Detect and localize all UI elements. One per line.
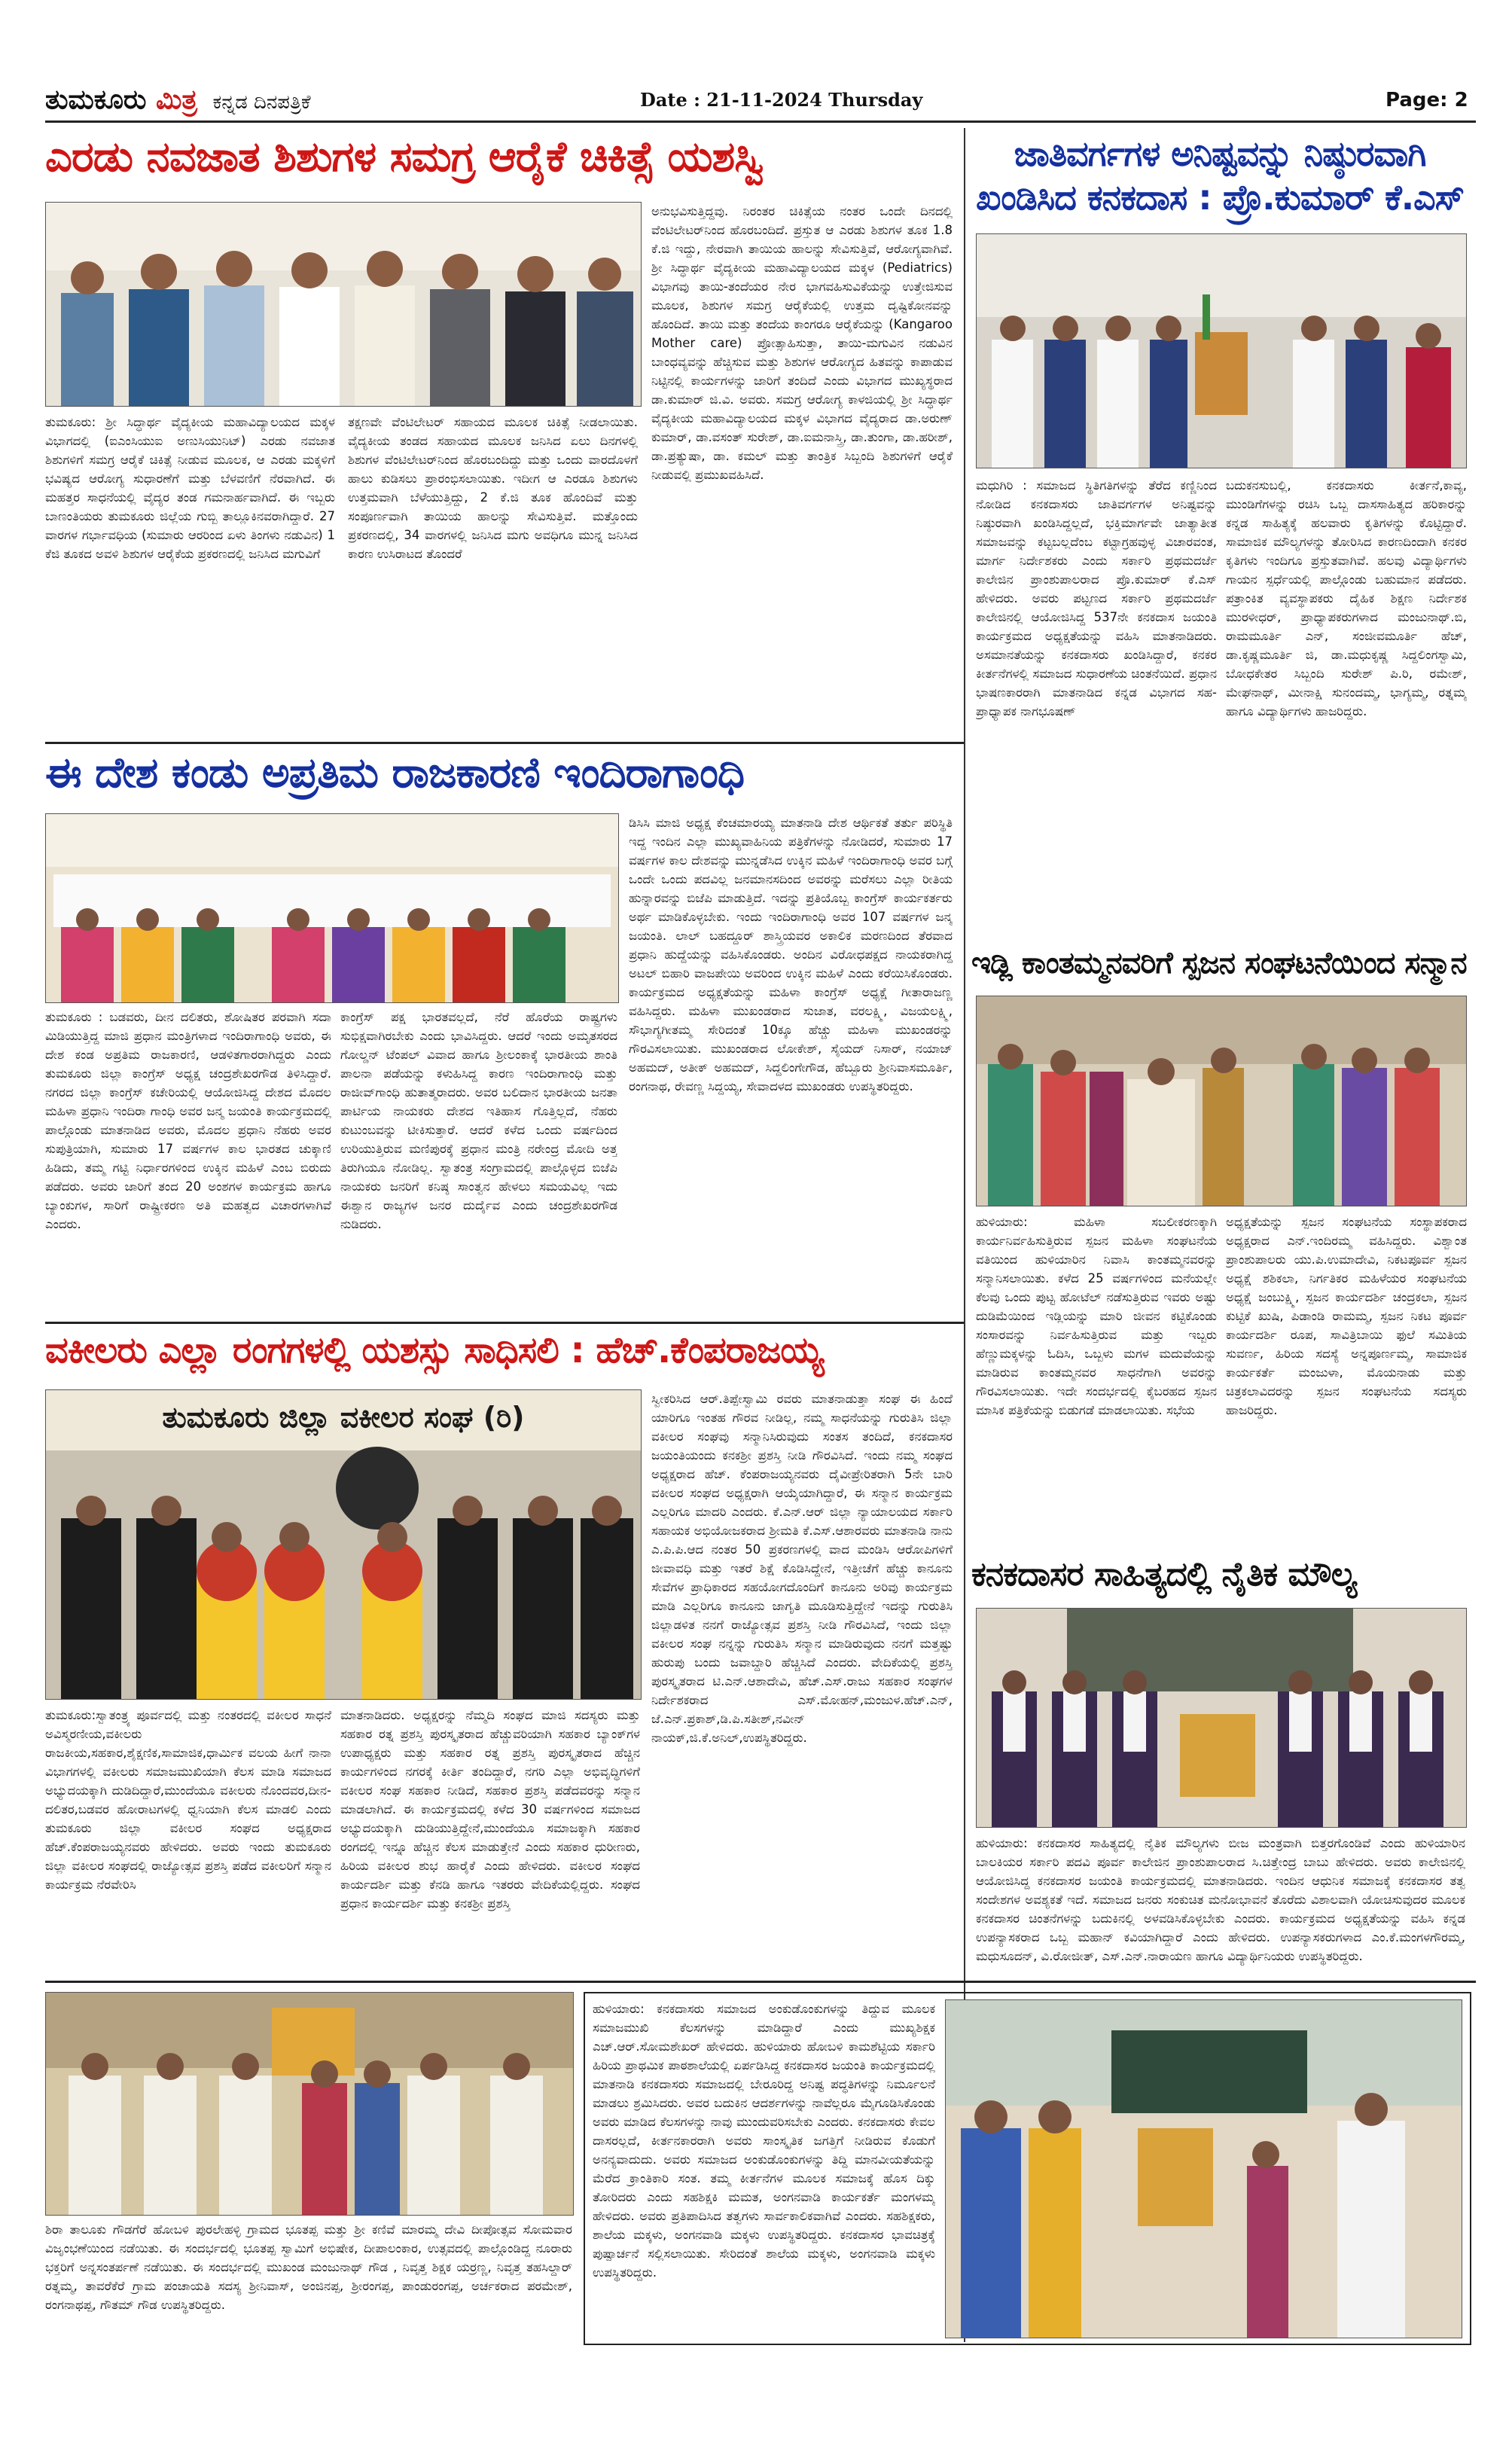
article-madhugiri-col2: ಬದುಕನಸುಬಲ್ಲಿ, ಕನಕದಾಸರು ಕೀರ್ತನೆ,ಕಾವ್ಯ, ಮುಂಡಿಗೆಗಳನ್ನು ರಚಿಸಿ ಒಬ್ಬ ದಾಸಸಾಹಿತ್ಯದ ಹರಿಕಾರನ್ನು ಕನ್ನಡ ಸಾಹಿತ್ಯಕ್ಕೆ ಹಲವಾರು ಕೃತಿಗಳನ್ನು ಕೊಟ್ಟಿದ್ದಾರೆ. ಸಾಮಾಜಿಕ ಮೌಲ್ಯಗಳನ್ನು ತೋರಿಸಿದ ಕಾರಣದಿಂದಾಗಿ ಕನಕರ ಕೃತಿಗಳು ಇಂದಿಗೂ ಪ್ರಸ್ತುತವಾಗಿವೆ. ಹಲವು ವಿದ್ಯಾರ್ಥಿಗಳು ಗಾಯನ ಸ್ಪರ್ಧೆಯಲ್ಲಿ ಪಾಲ್ಗೊಂಡು ಬಹುಮಾನ ಪಡೆದರು. ಪತ್ರಾಂಕಿತ ವ್ಯವಸ್ಥಾಪಕರು ದೈಹಿಕ ಶಿಕ್ಷಣ ನಿರ್ದೇಶಕ ಮುರಳೀಧರ್, ಪ್ರಾಧ್ಯಾಪಕರುಗಳಾದ ಮಂಜುನಾಥ್.ಬಿ, ರಾಮಮೂರ್ತಿ ಎನ್, ಸಂಜೀವಮೂರ್ತಿ ಹೆಚ್, ಡಾ.ಕೃಷ್ಣಮೂರ್ತಿ ಜಿ, ಡಾ.ಮಧುಕೃಷ್ಣ ಸಿದ್ದಲಿಂಗಸ್ವಾಮಿ, ಬೋಧಕೇತರ ಸಿಬ್ಬಂದಿ ಸುರೇಶ್ ಪಿ.ರಿ, ರಮೇಶ್, ಮೇಘನಾಥ್, ಮೀನಾಕ್ಷಿ ಸುನಂದಮ್ಮ, ಭಾಗ್ಯಮ್ಮ, ರತ್ನಮ್ಮ ಹಾಗೂ ವಿದ್ಯಾರ್ಥಿಗಳು ಹಾಜರಿದ್ದರು. <box>1226 478 1467 718</box>
article-neonatal-col3: ಅನುಭವಿಸುತ್ತಿದ್ದವು. ನಿರಂತರ ಚಿಕಿತ್ಸೆಯ ನಂತರ ಒಂದೇ ದಿನದಲ್ಲಿ ವೆಂಟಿಲೇಟರ್‌ನಿಂದ ಹೊರಬಂದಿದೆ. ಪ್ರಸ್ತುತ ಆ ಎರಡು ಶಿಶುಗಳ ತೂಕ 1.8 ಕೆ.ಜಿ ಇದ್ದು, ನೇರವಾಗಿ ತಾಯಿಯ ಹಾಲನ್ನು ಸೇವಿಸುತ್ತಿವೆ, ಆರೋಗ್ಯವಾಗಿವೆ. ಶ್ರೀ ಸಿದ್ಧಾರ್ಥ ವೈದ್ಯಕೀಯ ಮಹಾವಿದ್ಯಾಲಯದ ಮಕ್ಕಳ (Pediatrics) ವಿಭಾಗವು ತಾಯಿ-ತಂದೆಯರ ನೇರ ಭಾಗವಹಿಸುವಿಕೆಯನ್ನು ಉತ್ತೇಜಿಸುವ ಮೂಲಕ, ಶಿಶುಗಳ ಸಮಗ್ರ ಆರೈಕೆಯಲ್ಲಿ ಉತ್ತಮ ದೃಷ್ಟಿಕೋನವನ್ನು ಹೊಂದಿದೆ. ತಾಯಿ ಮತ್ತು ತಂದೆಯ ಕಾಂಗರೂ ಆರೈಕೆಯನ್ನು (Kangaroo Mother care) ಪ್ರೋತ್ಸಾಹಿಸುತ್ತಾ, ತಾಯಿ-ಮಗುವಿನ ನಡುವಿನ ಬಾಂಧವ್ಯವನ್ನು ಹೆಚ್ಚಿಸುವ ಮತ್ತು ಶಿಶುಗಳ ಆರೋಗ್ಯದ ಹಿತವನ್ನು ಕಾಪಾಡುವ ನಿಟ್ಟಿನಲ್ಲಿ ಕಾರ್ಯಗಳನ್ನು ಜಾರಿಗೆ ತಂದಿದೆ ಎಂದು ವಿಭಾಗದ ಮುಖ್ಯಸ್ಥರಾದ ಡಾ.ಕುಮಾರ್ ಜಿ.ವಿ. ಅವರು. ಸಮಗ್ರ ಆರೋಗ್ಯ ಕಾಳಜಿಯಲ್ಲಿ ಶ್ರೀ ಸಿದ್ಧಾರ್ಥ ವೈದ್ಯಕೀಯ ಮಹಾವಿದ್ಯಾಲಯದ ಮಕ್ಕಳ ವಿಭಾಗದ ವೈದ್ಯರಾದ ಡಾ.ಅರುಣ್ ಕುಮಾರ್, ಡಾ.ವಸಂತ್ ಸುರೇಶ್, ಡಾ.ಐಮನಾಸ್ತ್ರಿ, ಡಾ.ತುಂಗಾ, ಡಾ.ಹರೀಶ್, ಡಾ.ಪ್ರತ್ಯುಷಾ, ಡಾ. ಕಮಲ್ ಮತ್ತು ತಾಂತ್ರಿಕ ಸಿಬ್ಬಂದಿ ಶಿಶುಗಳಿಗೆ ಆರೈಕೆ ನೀಡುವಲ್ಲಿ ಪ್ರಮುಖವಹಿಸಿದೆ. <box>651 204 953 482</box>
article-neonatal-col1: ತುಮಕೂರು: ಶ್ರೀ ಸಿದ್ಧಾರ್ಥ ವೈದ್ಯಕೀಯ ಮಹಾವಿದ್ಯಾಲಯದ ಮಕ್ಕಳ ವಿಭಾಗದಲ್ಲಿ (ಐಎಂಸಿಯುಐ ಅಣುಸಿಯುನಿಟ್) ಎರಡು ನವಜಾತ ಶಿಶುಗಳಿಗೆ ಸಮಗ್ರ ಆರೈಕೆ ಚಿಕಿತ್ಸೆ ನೀಡುವ ಮೂಲಕ, ಆ ಎರಡು ಮಕ್ಕಳಿಗೆ ಭವಿಷ್ಯದ ಆರೋಗ್ಯ ಸುಧಾರಣೆಗೆ ಮತ್ತು ಬೆಳವಣಿಗೆ ನೆರವಾಗಿದೆ. ಈ ಮಹತ್ತರ ಸಾಧನೆಯಲ್ಲಿ ವೈದ್ಯರ ತಂಡ ಗಮನಾರ್ಹವಾಗಿದೆ. ಈ ಇಬ್ಬರು ಬಾಣಂತಿಯರು ತುಮಕೂರು ಜಿಲ್ಲೆಯ ಗುಬ್ಬಿ ತಾಲ್ಲೂಕಿನವರಾಗಿದ್ದಾರೆ. 27 ವಾರಗಳ ಗರ್ಭಾವಧಿಯ (ಸುಮಾರು ಆರರಿಂದ ಏಳು ತಿಂಗಳು ನಡುವಿನ) 1 ಕೆಜಿ ತೂಕದ ಅವಳಿ ಶಿಶುಗಳ ಆರೈಕೆಯ ಪ್ರಕರಣದಲ್ಲಿ ಜನಿಸಿದ ಮಗುವಿಗೆ <box>45 415 335 561</box>
header-divider <box>45 120 1476 123</box>
madhugiri-event-photo <box>976 233 1467 468</box>
idli-kanthamma-felicitation-photo <box>976 996 1467 1206</box>
advocates-association-photo <box>45 1389 642 1700</box>
section-divider <box>45 1981 1476 1983</box>
article-advocates-headline: ವಕೀಲರು ಎಲ್ಲಾ ರಂಗಗಳಲ್ಲಿ ಯಶಸ್ಸು ಸಾಧಿಸಲಿ : ಹೆಚ್.ಕೆಂಪರಾಜಯ್ಯ <box>45 1329 824 1371</box>
article-advocates-col3: ಸ್ವೀಕರಿಸಿದ ಆರ್.ತಿಪ್ಪೇಸ್ವಾಮಿ ರವರು ಮಾತನಾಡುತ್ತಾ ಸಂಘ ಈ ಹಿಂದೆ ಯಾರಿಗೂ ಇಂತಹ ಗೌರವ ನೀಡಿಲ್ಲ, ನಮ್ಮ ಸಾಧನೆಯನ್ನು ಗುರುತಿಸಿ ಜಿಲ್ಲಾ ವಕೀಲರ ಸಂಘವು ಸನ್ಮಾನಿಸಿರುವುದು ಸಂತಸ ತಂದಿದೆ, ಕನಕದಾಸರ ಜಯಂತಿಯಂದು ಕನಕಶ್ರೀ ಪ್ರಶಸ್ತಿ ನೀಡಿ ಗೌರವಿಸಿದೆ. ಇಂದು ನಮ್ಮ ಸಂಘದ ಅಧ್ಯಕ್ಷರಾದ ಹೆಚ್. ಕೆಂಪರಾಜಯ್ಯನವರು ದೈವೀಪ್ರೇರಿತರಾಗಿ 5ನೇ ಬಾರಿ ವಕೀಲರ ಸಂಘದ ಅಧ್ಯಕ್ಷರಾಗಿ ಆಯ್ಕೆಯಾಗಿದ್ದಾರೆ, ಈ ಸನ್ಮಾನ ಕಾರ್ಯಕ್ರಮ ಎಲ್ಲರಿಗೂ ಮಾದರಿ ಎಂದರು. ಕೆ.ಎನ್.ಆರ್ ಜಿಲ್ಲಾ ನ್ಯಾಯಾಲಯದ ಸರ್ಕಾರಿ ಸಹಾಯಕ ಅಭಿಯೋಜಕರಾದ ಶ್ರೀಮತಿ ಕೆ.ಎಸ್.ಆಶಾರವರು ಮಾತನಾಡಿ ನಾನು ಎ.ಪಿ.ಪಿ.ಆದ ನಂತರ 50 ಪ್ರಕರಣಗಳಲ್ಲಿ ವಾದ ಮಂಡಿಸಿ ಆರೋಪಿಗಳಿಗೆ ಜೀವಾವಧಿ ಮತ್ತು ಇತರೆ ಶಿಕ್ಷೆ ಕೊಡಿಸಿದ್ದೇನೆ, ಇತ್ತೀಚೆಗೆ ಹೆಚ್ಚು ಕಾನೂನು ಸೇವೆಗಳ ಪ್ರಾಧಿಕಾರದ ಸಹಯೋಗದೊಂದಿಗೆ ಕಾನೂನು ಅರಿವು ಕಾರ್ಯಕ್ರಮ ಮಾಡಿ ಎಲ್ಲರಿಗೂ ಕಾನೂನು ಜಾಗೃತಿ ಮೂಡಿಸುತ್ತಿದ್ದೇನೆ ಇದನ್ನು ಗುರುತಿಸಿ ಜಿಲ್ಲಾಡಳಿತ ನನಗೆ ರಾಜ್ಯೋತ್ಸವ ಪ್ರಶಸ್ತಿ ನೀಡಿ ಗೌರವಿಸಿದೆ, ಇಂದು ಜಿಲ್ಲಾ ವಕೀಲರ ಸಂಘ ನನ್ನನ್ನು ಗುರುತಿಸಿ ಸನ್ಮಾನ ಮಾಡಿರುವುದು ನನಗೆ ಮತ್ತಷ್ಟು ಹುರುಪು ಬಂದು ಜವಾಬ್ದಾರಿ ಹೆಚ್ಚಿಸಿದೆ ಎಂದರು. ವೇದಿಕೆಯಲ್ಲಿ ಪ್ರಶಸ್ತಿ ಪುರಸ್ಕೃತರಾದ ಟಿ.ಎನ್.ಆಶಾದೇವಿ, ಹೆಚ್.ಎಸ್.ರಾಜು ಸಹಕಾರ ಸಂಘಗಳ ನಿರ್ದೇಶಕರಾದ ಎಸ್.ಮೋಹನ್,ಮಂಜುಳ.ಹೆಚ್.ಎನ್, ಜೆ.ಎನ್.ಪ್ರಕಾಶ್,ಡಿ.ಪಿ.ಸತೀಶ್,ನವೀನ್ ನಾಯಕ್,ಜಿ.ಕೆ.ಅನಿಲ್,ಉಪಸ್ಥಿತರಿದ್ದರು. <box>651 1392 953 1745</box>
masthead-title-part1: ತುಮಕೂರು <box>45 84 147 115</box>
article-idli-col2: ಅಧ್ಯಕ್ಷತೆಯನ್ನು ಸ್ಪಜನ ಸಂಘಟನೆಯ ಸಂಸ್ಥಾಪಕರಾದ ಅಧ್ಯಕ್ಷರಾದ ಎನ್.ಇಂದಿರಮ್ಮ ವಹಿಸಿದ್ದರು. ವಿಶ್ವಾಂತ ಪ್ರಾಂಶುಪಾಲರು ಯು.ಪಿ.ಉಮಾದೇವಿ, ನಿಕಟಪೂರ್ವ ಸ್ಪಜನ ಅಧ್ಯಕ್ಷೆ ಶಶಿಕಲಾ, ನಿರ್ಗತಿಕರ ಮಹಿಳೆಯರ ಸಂಘಟನೆಯ ಅಧ್ಯಕ್ಷೆ ಜಂಬುಕ್ಷ್ಮಿ, ಸ್ಪಜನ ಕಾರ್ಯದರ್ಶಿ ಚಂದ್ರಕಲಾ, ಸ್ಪಜನ ಕುಟ್ಟಿಕೆ ಖುಷಿ, ಪಿಡಾಂಡಿ ರಾಮಮ್ಮ, ಸ್ಪಜನ ನಿಕಟ ಪೂರ್ವ ಕಾರ್ಯದರ್ಶಿ ರೂಪ, ಸಾವಿತ್ರಿಬಾಯಿ ಫುಲೆ ಸಮಿತಿಯ ಸುವರ್ಣ, ಹಿರಿಯ ಸದಸ್ಯೆ ಅನ್ನಪೂರ್ಣಮ್ಮ, ಸಾಮಾಜಿಕ ಕಾರ್ಯಕರ್ತೆ ಮಂಜುಳಾ, ಮೊಯನಾಡು ಮತ್ತು ಚಿತ್ರಕಲಾವಿದರನ್ನು ಸ್ಪಜನ ಸಂಘಟನೆಯ ಸದಸ್ಯರು ಹಾಜರಿದ್ದರು. <box>1226 1215 1467 1417</box>
article-idli-col1: ಹುಳಿಯಾರು: ಮಹಿಳಾ ಸಬಲೀಕರಣಕ್ಕಾಗಿ ಕಾರ್ಯನಿರ್ವಹಿಸುತ್ತಿರುವ ಸ್ಪಜನ ಮಹಿಳಾ ಸಂಘಟನೆಯ ವತಿಯಿಂದ ಹುಳಿಯಾರಿನ ನಿವಾಸಿ ಕಾಂತಮ್ಮನವರನ್ನು ಸನ್ಮಾನಿಸಲಾಯಿತು. ಕಳೆದ 25 ವರ್ಷಗಳಿಂದ ಮನೆಯಲ್ಲೇ ಕೆಲವು ಒಂದು ಪುಟ್ಟ ಹೋಟೆಲ್ ನಡೆಸುತ್ತಿರುವ ಇವರು ಅಷ್ಟು ದುಡಿಮೆಯಿಂದ ಇಡ್ಲಿಯನ್ನು ಮಾರಿ ಜೀವನ ಕಟ್ಟಿಕೊಂಡು ಸಂಸಾರವನ್ನು ನಿರ್ವಹಿಸುತ್ತಿರುವ ಮತ್ತು ಇಬ್ಬರು ಹೆಣ್ಣುಮಕ್ಕಳನ್ನು ಓದಿಸಿ, ಒಬ್ಬಳು ಮಗಳ ಮದುವೆಯನ್ನು ಮಾಡಿರುವ ಕಾಂತಮ್ಮನವರ ಸಾಧನೆಗಾಗಿ ಅವರನ್ನು ಗೌರವಿಸಲಾಯಿತು. ಇದೇ ಸಂದರ್ಭದಲ್ಲಿ ಕೈಬರಹದ ಸ್ಪಜನ ಮಾಸಿಕ ಪತ್ರಿಕೆಯನ್ನು ಬಿಡುಗಡೆ ಮಾಡಲಾಯಿತು. ಸಭೆಯ <box>976 1215 1217 1417</box>
article-idli-headline: ಇಡ್ಲಿ ಕಾಂತಮ್ಮನವರಿಗೆ ಸ್ಪಜನ ಸಂಘಟನೆಯಿಂದ ಸನ್ಮಾನ <box>971 946 1467 981</box>
article-neonatal-headline: ಎರಡು ನವಜಾತ ಶಿಶುಗಳ ಸಮಗ್ರ ಆರೈಕೆ ಚಿಕಿತ್ಸೆ ಯಶಸ್ವಿ <box>45 133 764 181</box>
masthead <box>45 84 311 116</box>
article-indira-col1: ತುಮಕೂರು : ಬಡವರು, ದೀನ ದಲಿತರು, ಶೋಷಿತರ ಪರವಾಗಿ ಸದಾ ಮಿಡಿಯುತ್ತಿದ್ದ ಮಾಜಿ ಪ್ರಧಾನ ಮಂತ್ರಿಗಳಾದ ಇಂದಿರಾಗಾಂಧಿ ಅವರು, ಈ ದೇಶ ಕಂಡ ಅಪ್ರತಿಮ ರಾಜಕಾರಣಿ, ಆಡಳಿತಗಾರರಾಗಿದ್ದರು ಎಂದು ತುಮಕೂರು ಜಿಲ್ಲಾ ಕಾಂಗ್ರೆಸ್ ಅಧ್ಯಕ್ಷ ಚಂದ್ರಶೇಖರಗೌಡ ತಿಳಿಸಿದ್ದಾರೆ. ನಗರದ ಜಿಲ್ಲಾ ಕಾಂಗ್ರೆಸ್ ಕಚೇರಿಯಲ್ಲಿ ಆಯೋಜಿಸಿದ್ದ ದೇಶದ ಮೊದಲ ಮಹಿಳಾ ಪ್ರಧಾನಿ ಇಂದಿರಾ ಗಾಂಧಿ ಅವರ ಜನ್ಮ ಜಯಂತಿ ಕಾರ್ಯಕ್ರಮದಲ್ಲಿ ಪಾಲ್ಗೊಂಡು ಮಾತನಾಡಿದ ಅವರು, ಮೊದಲ ಪ್ರಧಾನಿ ನೆಹರು ಅವರ ಸುಪುತ್ರಿಯಾಗಿ, ಸುಮಾರು 17 ವರ್ಷಗಳ ಕಾಲ ಭಾರತದ ಚುಕ್ಕಾಣಿ ಹಿಡಿದು, ತಮ್ಮ ಗಟ್ಟಿ ನಿರ್ಧಾರಗಳಿಂದ ಉಕ್ಕಿನ ಮಹಿಳೆ ಎಂಬ ಬಿರುದು ಪಡೆದರು. ಅವರು ಜಾರಿಗೆ ತಂದ 20 ಅಂಶಗಳ ಕಾರ್ಯಕ್ರಮ ಹಾಗೂ ಬ್ಯಾಂಕುಗಳ, ಸಾರಿಗೆ ರಾಷ್ಟ್ರೀಕರಣ ಅತಿ ಮಹತ್ವದ ವಿಚಾರಗಳಾಗಿವೆ ಎಂದರು. <box>45 1010 331 1231</box>
article-kanaka-literature-body: ಹುಳಿಯಾರು: ಕನಕದಾಸರ ಸಾಹಿತ್ಯದಲ್ಲಿ ನೈತಿಕ ಮೌಲ್ಯಗಳು ಬೀಜ ಮಂತ್ರವಾಗಿ ಬಿತ್ತರಗೊಂಡಿವೆ ಎಂದು ಹುಳಿಯಾರಿನ ಬಾಲಕಿಯರ ಸರ್ಕಾರಿ ಪದವಿ ಪೂರ್ವ ಕಾಲೇಜಿನ ಪ್ರಾಂಶುಪಾಲರಾದ ಸಿ.ಚಿತ್ತೇಂದ್ರ ಬಾಬು ಹೇಳಿದರು. ಅವರು ಕಾಲೇಜಿನಲ್ಲಿ ಆಯೋಜಿಸಿದ್ದ ಕನಕದಾಸರ ಜಯಂತಿ ಕಾರ್ಯಕ್ರಮದಲ್ಲಿ ಮಾತನಾಡಿದರು. ಇಂದಿನ ಆಧುನಿಕ ಸಮಾಜಕ್ಕೆ ಕನಕದಾಸರ ತತ್ವ ಸಂದೇಶಗಳ ಅವಶ್ಯಕತೆ ಇದೆ. ಸಮಾಜದ ಜನರು ಸಂಕುಚಿತ ಮನೋಭಾವನೆ ತೊರೆದು ವಿಶಾಲವಾಗಿ ಯೋಚಿಸುವುದರ ಮೂಲಕ ಕನಕದಾಸರ ಚಿಂತನೆಗಳನ್ನು ಬದುಕಿನಲ್ಲಿ ಅಳವಡಿಸಿಕೊಳ್ಳಬೇಕು ಎಂದರು. ಕಾರ್ಯಕ್ರಮದ ಅಧ್ಯಕ್ಷತೆಯನ್ನು ವಹಿಸಿ ಕನ್ನಡ ಉಪನ್ಯಾಸಕರಾದ ಒಬ್ಬ ಮಹಾನ್ ಕವಿಯಾಗಿದ್ದಾರೆ ಎಂದು ಹೇಳಿದರು. ಉಪನ್ಯಾಸಕರುಗಳಾದ ಎಂ.ಕೆ.ಮಂಗಳಗೌರಮ್ಮ, ಮಧುಸೂದನ್, ವಿ.ರೋಜೀತ್, ಎಸ್.ಎನ್.ನಾರಾಯಣ ಹಾಗೂ ವಿದ್ಯಾರ್ಥಿನಿಯರು ಉಪಸ್ಥಿತರಿದ್ದರು. <box>976 1836 1465 1963</box>
section-divider <box>45 742 964 744</box>
students-classroom-photo <box>976 1608 1467 1828</box>
article-advocates-col1: ತುಮಕೂರು:ಸ್ವಾತಂತ್ರ್ಯ ಪೂರ್ವದಲ್ಲಿ ಮತ್ತು ನಂತರದಲ್ಲಿ ವಕೀಲರ ಸಾಧನೆ ಅವಿಸ್ಮರಣೀಯ,ವಕೀಲರು ರಾಜಕೀಯ,ಸಹಕಾರ,ಶೈಕ್ಷಣಿಕ,ಸಾಮಾಜಿಕ,ಧಾರ್ಮಿಕ ವಲಯ ಹೀಗೆ ನಾನಾ ವಿಭಾಗಗಳಲ್ಲಿ ವಕೀಲರು ಸಮಾಜಮುಖಿಯಾಗಿ ಕೆಲಸ ಮಾಡಿ ಸಮಾಜದ ಅಭ್ಯುದಯಕ್ಕಾಗಿ ದುಡಿದಿದ್ದಾರೆ,ಮುಂದೆಯೂ ವಕೀಲರು ನೊಂದವರ,ದೀನ-ದಲಿತರ,ಬಡವರ ಹೋರಾಟಗಳಲ್ಲಿ ಧ್ವನಿಯಾಗಿ ಕೆಲಸ ಮಾಡಲಿ ಎಂದು ತುಮಕೂರು ಜಿಲ್ಲಾ ವಕೀಲರ ಸಂಘದ ಅಧ್ಯಕ್ಷರಾದ ಹೆಚ್.ಕೆಂಪರಾಜಯ್ಯನವರು ಹೇಳಿದರು. ಅವರು ಇಂದು ತುಮಕೂರು ಜಿಲ್ಲಾ ವಕೀಲರ ಸಂಘದಲ್ಲಿ ರಾಜ್ಯೋತ್ಸವ ಪ್ರಶಸ್ತಿ ಪಡೆದ ವಕೀಲರಿಗೆ ಸನ್ಮಾನ ಕಾರ್ಯಕ್ರಮ ನೆರವೇರಿಸಿ <box>45 1708 331 1892</box>
article-neonatal-col2: ತಕ್ಷಣವೇ ವೆಂಟಿಲೇಟರ್ ಸಹಾಯದ ಮೂಲಕ ಚಿಕಿತ್ಸೆ ನೀಡಲಾಯಿತು. ವೈದ್ಯಕೀಯ ತಂಡದ ಸಹಾಯದ ಮೂಲಕ ಜನಿಸಿದ ಏಲು ದಿನಗಳಲ್ಲಿ ಶಿಶುಗಳ ವೆಂಟಿಲೇಟರ್‌ನಿಂದ ಹೊರಬಂದಿದ್ದು ಮತ್ತು ಒಂದು ವಾರದೊಳಗೆ ಹಾಲು ಕುಡಿಸಲು ಪ್ರಾರಂಭಿಸಲಾಯಿತು. ಇದೀಗ ಆ ಎರಡೂ ಶಿಶುಗಳು ಉತ್ತಮವಾಗಿ ಬೆಳೆಯುತ್ತಿದ್ದು, 2 ಕೆ.ಜಿ ತೂಕ ಹೊಂದಿವೆ ಮತ್ತು ಸಂಪೂರ್ಣವಾಗಿ ತಾಯಿಯ ಹಾಲನ್ನು ಸೇವಿಸುತ್ತಿವೆ. ಮತ್ತೊಂದು ಪ್ರಕರಣದಲ್ಲಿ, 34 ವಾರಗಳಲ್ಲಿ ಜನಿಸಿದ ಮಗು ಅವಧಿಗೂ ಮುನ್ನ ಜನಿಸಿದ ಕಾರಣ ಉಸಿರಾಟದ ತೊಂದರೆ <box>348 415 638 561</box>
article-indira-headline: ಈ ದೇಶ ಕಂಡು ಅಪ್ರತಿಮ ರಾಜಕಾರಣಿ ಇಂದಿರಾಗಾಂಧಿ <box>45 749 745 798</box>
article-madhugiri-col1: ಮಧುಗಿರಿ : ಸಮಾಜದ ಸ್ಥಿತಿಗತಿಗಳನ್ನು ತೆರೆದ ಕಣ್ಣಿನಿಂದ ನೋಡಿದ ಕನಕದಾಸರು ಜಾತಿವರ್ಗಗಳ ಅನಿಷ್ಟವನ್ನು ನಿಷ್ಠುರವಾಗಿ ಖಂಡಿಸಿದ್ದಲ್ಲದೆ, ಭಕ್ತಿಮಾರ್ಗವೇ ಜಾತ್ಯಾತೀತ ಸಮಾಜವನ್ನು ಕಟ್ಟಬಲ್ಲದೆಂಬ ಕಟ್ಟಾಗ್ರಹವುಳ್ಳ ವಿಚಾರವಂತ, ಮಾರ್ಗ ನಿರ್ದೇಶಕರು ಎಂದು ಸರ್ಕಾರಿ ಪ್ರಥಮದರ್ಜೆ ಕಾಲೇಜಿನ ಪ್ರಾಂಶುಪಾಲರಾದ ಪ್ರೊ.ಕುಮಾರ್ ಕೆ.ಎಸ್ ಹೇಳಿದರು. ಅವರು ಪಟ್ಟಣದ ಸರ್ಕಾರಿ ಪ್ರಥಮದರ್ಜೆ ಕಾಲೇಜಿನಲ್ಲಿ ಆಯೋಜಿಸಿದ್ದ 537ನೇ ಕನಕದಾಸ ಜಯಂತಿ ಕಾರ್ಯಕ್ರಮದ ಅಧ್ಯಕ್ಷತೆಯನ್ನು ವಹಿಸಿ ಮಾತನಾಡಿದರು. ಅಸಮಾನತೆಯನ್ನು ಕನಕದಾಸರು ಖಂಡಿಸಿದ್ದಾರೆ, ಕನಕರ ಕೀರ್ತನೆಗಳಲ್ಲಿ ಸಮಾಜದ ಸುಧಾರಣೆಯ ಚಿಂತನೆಯಿದೆ. ಪ್ರಧಾನ ಭಾಷಣಕಾರರಾಗಿ ಮಾತನಾಡಿದ ಕನ್ನಡ ವಿಭಾಗದ ಸಹ-ಪ್ರಾಧ್ಯಾಪಕ ನಾಗಭೂಷಣ್ <box>976 478 1217 718</box>
section-divider <box>45 1322 964 1324</box>
article-indira-col2: ಕಾಂಗ್ರೆಸ್ ಪಕ್ಷ ಭಾರತವಲ್ಲದೆ, ನೆರೆ ಹೊರೆಯ ರಾಷ್ಟ್ರಗಳು ಸುಭಿಕ್ಷವಾಗಿರಬೇಕು ಎಂದು ಭಾವಿಸಿದ್ದರು. ಆದರೆ ಇಂದು ಅಮೃತಸರದ ಗೋಲ್ಡನ್ ಟೆಂಪಲ್ ವಿವಾದ ಹಾಗೂ ಶ್ರೀಲಂಕಾಕ್ಕೆ ಭಾರತೀಯ ಶಾಂತಿ ಪಾಲನಾ ಪಡೆಯನ್ನು ಕಳುಹಿಸಿದ್ದ ಕಾರಣ ಇಂದಿರಾಗಾಂಧಿ ಮತ್ತು ರಾಜೀವ್‌ಗಾಂಧಿ ಹುತಾತ್ಮರಾದರು. ಅವರ ಬಲಿದಾನ ಭಾರತೀಯ ಜನತಾ ಪಾರ್ಟಿಯ ನಾಯಕರು ದೇಶದ ಇತಿಹಾಸ ಗೊತ್ತಿಲ್ಲದೆ, ನೆಹರು ಕುಟುಂಬವನ್ನು ಟೀಕಿಸುತ್ತಾರೆ. ಆದರೆ ಕಳೆದ ಒಂದು ವರ್ಷದಿಂದ ಉರಿಯುತ್ತಿರುವ ಮಣಿಪುರಕ್ಕೆ ಪ್ರಧಾನ ಮಂತ್ರಿ ನರೇಂದ್ರ ಮೋದಿ ಅತ್ತ ತಿರುಗಿಯೂ ನೋಡಿಲ್ಲ. ಸ್ವಾತಂತ್ರ ಸಂಗ್ರಾಮದಲ್ಲಿ ಪಾಲ್ಗೊಳ್ಳದ ಬಿಜೆಪಿ ನಾಯಕರು ಜನರಿಗೆ ಕನಿಷ್ಠ ಸಾಂತ್ವನ ಹೇಳಲು ಸಮಯವಿಲ್ಲ ಇದು ಈಶ್ವಾನ ರಾಜ್ಯಗಳ ಜನರ ದುರ್ದೈವ ಎಂದು ಚಂದ್ರಶೇಖರಗೌಡ ನುಡಿದರು. <box>340 1010 617 1231</box>
village-festival-photo <box>45 1992 574 2216</box>
masthead-title-part2: ಮಿತ್ರ <box>155 84 197 115</box>
school-kanaka-jayanti-box <box>584 1992 1471 2345</box>
school-kanaka-jayanti-body: ಹುಳಿಯಾರು: ಕನಕದಾಸರು ಸಮಾಜದ ಅಂಕುಡೊಂಕುಗಳನ್ನು ತಿದ್ದುವ ಮೂಲಕ ಸಮಾಜಮುಖಿ ಕೆಲಸಗಳನ್ನು ಮಾಡಿದ್ದಾರೆ ಎಂದು ಮುಖ್ಯಶಿಕ್ಷಕ ಎಚ್.ಆರ್.ಸೋಮಶೇಖರ್ ಹೇಳಿದರು. ಹುಳಿಯಾರು ಹೋಬಳಿ ಕಾಮಶೆಟ್ಟಿಯ ಸರ್ಕಾರಿ ಹಿರಿಯ ಪ್ರಾಥಮಿಕ ಪಾಠಶಾಲೆಯಲ್ಲಿ ಏರ್ಪಡಿಸಿದ್ದ ಕನಕದಾಸರ ಜಯಂತಿ ಕಾರ್ಯಕ್ರಮದಲ್ಲಿ ಮಾತನಾಡಿ ಕನಕದಾಸರು ಸಮಾಜದಲ್ಲಿ ಬೇರೂರಿದ್ದ ಅನಿಷ್ಟ ಪದ್ಧತಿಗಳನ್ನು ನಿರ್ಮೂಲನೆ ಮಾಡಲು ಶ್ರಮಿಸಿದರು. ಅವರ ಬದುಕಿನ ಆದರ್ಶಗಳನ್ನು ನಾವೆಲ್ಲರೂ ಮೈಗೂಡಿಸಿಕೊಂಡು ಅವರು ಮಾಡಿದ ಕೆಲಸಗಳನ್ನು ನಾವು ಮುಂದುವರಿಸಬೇಕು ಎಂದರು. ಕನಕದಾಸರು ಕೇವಲ ದಾಸರಲ್ಲದೆ, ಕೀರ್ತನಕಾರರಾಗಿ ಅವರು ಸಾಂಸ್ಕೃತಿಕ ಜಗತ್ತಿಗೆ ನೀಡಿರುವ ಕೊಡುಗೆ ಅನನ್ಯವಾದುದು. ಅವರು ಸಮಾಜದ ಅಂಕುಡೊಂಕುಗಳನ್ನು ತಿದ್ದಿ ಮಾನವೀಯತೆಯನ್ನು ಮೆರೆದ ಕ್ರಾಂತಿಕಾರಿ ಸಂತ. ತಮ್ಮ ಕೀರ್ತನೆಗಳ ಮೂಲಕ ಸಮಾಜಕ್ಕೆ ಹೊಸ ದಿಕ್ಕು ತೋರಿದರು ಎಂದು ಸಹಶಿಕ್ಷಕಿ ಮಮತ, ಅಂಗನವಾಡಿ ಕಾರ್ಯಕರ್ತೆ ಮಂಗಳಮ್ಮ ಹೇಳಿದರು. ಅವರು ಪ್ರತಿಪಾದಿಸಿದ ತತ್ವಗಳು ಸಾರ್ವಕಾಲಿಕವಾಗಿವೆ ಎಂದರು. ಸಹಶಿಕ್ಷಕರು, ಶಾಲೆಯ ಮಕ್ಕಳು, ಅಂಗನವಾಡಿ ಮಕ್ಕಳು ಉಪಸ್ಥಿತರಿದ್ದರು. ಕನಕದಾಸರ ಭಾವಚಿತ್ರಕ್ಕೆ ಪುಷ್ಪಾರ್ಚನೆ ಸಲ್ಲಿಸಲಾಯಿತು. ಸೇರಿದಂತೆ ಶಾಲೆಯ ಮಕ್ಕಳು, ಅಂಗನವಾಡಿ ಮಕ್ಕಳು ಉಪಸ್ಥಿತರಿದ್ದರು. <box>593 2002 935 2280</box>
masthead-subtitle: ಕನ್ನಡ ದಿನಪತ್ರಿಕೆ <box>212 91 311 114</box>
article-madhugiri-headline-line1: ಜಾತಿವರ್ಗಗಳ ಅನಿಷ್ಟವನ್ನು ನಿಷ್ಠುರವಾಗಿ <box>1014 133 1426 174</box>
school-kanaka-jayanti-photo <box>945 1999 1462 2338</box>
article-kanaka-literature-headline: ಕನಕದಾಸರ ಸಾಹಿತ್ಯದಲ್ಲಿ ನೈತಿಕ ಮೌಲ್ಯ <box>971 1555 1357 1594</box>
page-number: Page: 2 <box>1385 89 1468 111</box>
neonatal-group-photo <box>45 202 642 407</box>
article-advocates-col2: ಮಾತನಾಡಿದರು. ಅಧ್ಯಕ್ಷರನ್ನು ನೆಮ್ಮದಿ ಸಂಘದ ಮಾಜಿ ಸದಸ್ಯರು ಮತ್ತು ಸಹಕಾರ ರತ್ನ ಪ್ರಶಸ್ತಿ ಪುರಸ್ಕೃತರಾದ ಹೆಚ್ಚುವರಿಯಾಗಿ ಸಹಕಾರ ಬ್ಯಾಂಕ್‌ಗಳ ಉಪಾಧ್ಯಕ್ಷರು ಮತ್ತು ಸಹಕಾರ ರತ್ನ ಪ್ರಶಸ್ತಿ ಪುರಸ್ಕೃತರಾದ ಹೆಚ್ಚಿನ ಕಾರ್ಯಗಳಿಂದ ನಗರಕ್ಕೆ ಕೀರ್ತಿ ತಂದಿದ್ದಾರೆ, ನಗರಿ ಎಲ್ಲಾ ಅಭಿವೃದ್ಧಿಗಳಿಗೆ ವಕೀಲರ ಸಂಘ ಸಹಕಾರ ನೀಡಿದೆ, ಸಹಕಾರ ಪ್ರಶಸ್ತಿ ಪಡೆದವರನ್ನು ಸನ್ಮಾನ ಮಾಡಲಾಗಿದೆ. ಈ ಕಾರ್ಯಕ್ರಮದಲ್ಲಿ ಕಳೆದ 30 ವರ್ಷಗಳಿಂದ ಸಮಾಜದ ಅಭ್ಯುದಯಕ್ಕಾಗಿ ದುಡಿಯುತ್ತಿದ್ದೇನೆ,ಮುಂದೆಯೂ ಸಮಾಜಕ್ಕಾಗಿ ಸಹಕಾರ ರಂಗದಲ್ಲಿ ಇನ್ನೂ ಹೆಚ್ಚಿನ ಕೆಲಸ ಮಾಡುತ್ತೇನೆ ಎಂದು ಸಹಕಾರ ಧುರೀಣರು, ಹಿರಿಯ ವಕೀಲರ ಶುಭ ಹಾರೈಕೆ ಎಂದು ಹೇಳಿದರು. ವಕೀಲರ ಸಂಘದ ಕಾರ್ಯದರ್ಶಿ ಮತ್ತು ಕೆನಡಿ ಹಾಗೂ ಇತರರು ವೇದಿಕೆಯಲ್ಲಿದ್ದರು. ಸಂಘದ ಪ್ರಧಾನ ಕಾರ್ಯದರ್ಶಿ ಮತ್ತು ಕನಕಶ್ರೀ ಪ್ರಶಸ್ತಿ <box>340 1708 640 1911</box>
indira-jayanti-group-photo <box>45 813 619 1003</box>
issue-date: Date : 21-11-2024 Thursday <box>640 89 923 111</box>
article-madhugiri-headline-line2: ಖಂಡಿಸಿದ ಕನಕದಾಸ : ಪ್ರೊ.ಕುಮಾರ್ ಕೆ.ಎಸ್ <box>975 177 1465 218</box>
advocates-association-banner: ತುಮಕೂರು ಜಿಲ್ಲಾ ವಕೀಲರ ಸಂಘ (ರಿ) <box>162 1401 525 1434</box>
village-festival-caption: ಶಿರಾ ತಾಲೂಕು ಗೌಡಗೆರೆ ಹೋಬಳಿ ಪುರಲೇಹಳ್ಳಿ ಗ್ರಾಮದ ಭೂತಪ್ಪ ಮತ್ತು ಶ್ರೀ ಕಣಿವೆ ಮಾರಮ್ಮ ದೇವಿ ದೀಪೋತ್ಸವ ಸೋಮವಾರ ವಿಜೃಂಭಣೆಯಿಂದ ನಡೆಯಿತು. ಈ ಸಂದರ್ಭದಲ್ಲಿ ಭೂತಪ್ಪ ಸ್ವಾಮಿಗೆ ಅಭಿಷೇಕ, ದೀಪಾಲಂಕಾರ, ಉತ್ಸವದಲ್ಲಿ ಪಾಲ್ಗೊಂಡಿದ್ದ ನೂರಾರು ಭಕ್ತರಿಗೆ ಅನ್ನಸಂತರ್ಪಣೆ ನಡೆಯಿತು. ಈ ಸಂದರ್ಭದಲ್ಲಿ ಮುಖಂಡ ಮಂಜುನಾಥ್ ಗೌಡ , ನಿವೃತ್ತ ಶಿಕ್ಷಕ ಯರ್ರಣ್ಣ, ನಿವೃತ್ತ ತಹಸಿಲ್ದಾರ್ ರತ್ನಮ್ಮ, ತಾವರೆಕೆರೆ ಗ್ರಾಮ ಪಂಚಾಯತಿ ಸದಸ್ಯ ಶ್ರೀನಿವಾಸ್, ಅಂಜಿನಪ್ಪ, ಶ್ರೀರಂಗಪ್ಪ, ಪಾಂಡುರಂಗಪ್ಪ, ಅರ್ಚಕರಾದ ಪರಮೇಶ್, ರಂಗನಾಥಪ್ಪ, ಗೌತಮ್ ಗೌಡ ಉಪಸ್ಥಿತರಿದ್ದರು. <box>45 2222 572 2312</box>
article-indira-col3: ಡಿಸಿಸಿ ಮಾಜಿ ಅಧ್ಯಕ್ಷ ಕೆಂಚಮಾರಯ್ಯ ಮಾತನಾಡಿ ದೇಶ ಆರ್ಥಿಕತೆ ತರ್ತು ಪರಿಸ್ಥಿತಿ ಇದ್ದ ಇಂದಿನ ಎಲ್ಲಾ ಮುಖ್ಯವಾಹಿನಿಯ ಪತ್ರಿಕೆಗಳನ್ನು ನೋಡಿದರೆ, ಸುಮಾರು 17 ವರ್ಷಗಳ ಕಾಲ ದೇಶವನ್ನು ಮುನ್ನಡೆಸಿದ ಉಕ್ಕಿನ ಮಹಿಳೆ ಇಂದಿರಾಗಾಂಧಿ ಅವರ ಬಗ್ಗೆ ಒಂದೇ ಒಂದು ಪದವಿಲ್ಲ ಜನಮಾನಸದಿಂದ ಅವರನ್ನು ಮರೆಸಲು ಎಲ್ಲಾ ರೀತಿಯ ಹುನ್ನಾರವನ್ನು ಬಿಜೆಪಿ ಮಾಡುತ್ತಿದೆ. ಇದನ್ನು ಪ್ರತಿಯೊಬ್ಬ ಕಾಂಗ್ರೆಸ್ ಕಾರ್ಯಕರ್ತರು ಅರ್ಥ ಮಾಡಿಕೊಳ್ಳಬೇಕು. ಇಂದು ಇಂದಿರಾಗಾಂಧಿ ಅವರ 107 ವರ್ಷಗಳ ಜನ್ಮ ಜಯಂತಿ. ಲಾಲ್ ಬಹದ್ದೂರ್ ಶಾಸ್ತ್ರಿಯವರ ಅಕಾಲಿಕ ಮರಣದಿಂದ ತೆರವಾದ ಪ್ರಧಾನಿ ಹುದ್ದೆಯನ್ನು ವಹಿಸಿಕೊಂಡರು. ಅಂದಿನ ವಿರೋಧಪಕ್ಷದ ನಾಯಕರಾಗಿದ್ದ ಅಟಲ್ ಬಿಹಾರಿ ವಾಜಪೇಯಿ ಅವರಿಂದ ಉಕ್ಕಿನ ಮಹಿಳೆ ಎಂದು ಕರೆಯಿಸಿಕೊಂಡರು. ಕಾರ್ಯಕ್ರಮದ ಅಧ್ಯಕ್ಷತೆಯನ್ನು ಮಹಿಳಾ ಕಾಂಗ್ರೆಸ್ ಅಧ್ಯಕ್ಷೆ ಗೀತಾರಾಜಣ್ಣ ವಹಿಸಿದ್ದರು. ಮಹಿಳಾ ಮುಖಂಡರಾದ ಸುಜಾತ, ವರಲಕ್ಷ್ಮಿ, ವಿಜಯಲಕ್ಷ್ಮಿ, ಸೌಭಾಗ್ಯಗೀತಮ್ಮ ಸೇರಿದಂತೆ 10ಕ್ಕೂ ಹೆಚ್ಚು ಮಹಿಳಾ ಮುಖಂಡರನ್ನು ಗೌರವಿಸಲಾಯಿತು. ಮುಖಂಡರಾದ ಲೋಕೇಶ್, ಸೈಯದ್ ನಿಸಾರ್, ನಯಾಜ್ ಅಹಮದ್, ಅತೀಕ್ ಅಹಮದ್, ಸಿದ್ದಲಿಂಗೇಗೌಡ, ಹೆಬ್ಬೂರು ಶ್ರೀನಿವಾಸಮೂರ್ತಿ, ರಂಗನಾಥ, ರೇವಣ್ಣ ಸಿದ್ದಯ್ಯ, ಸೇವಾದಳದ ಮುಖಂಡರು ಉಪಸ್ಥಿತರಿದ್ದರು. <box>629 816 953 1093</box>
